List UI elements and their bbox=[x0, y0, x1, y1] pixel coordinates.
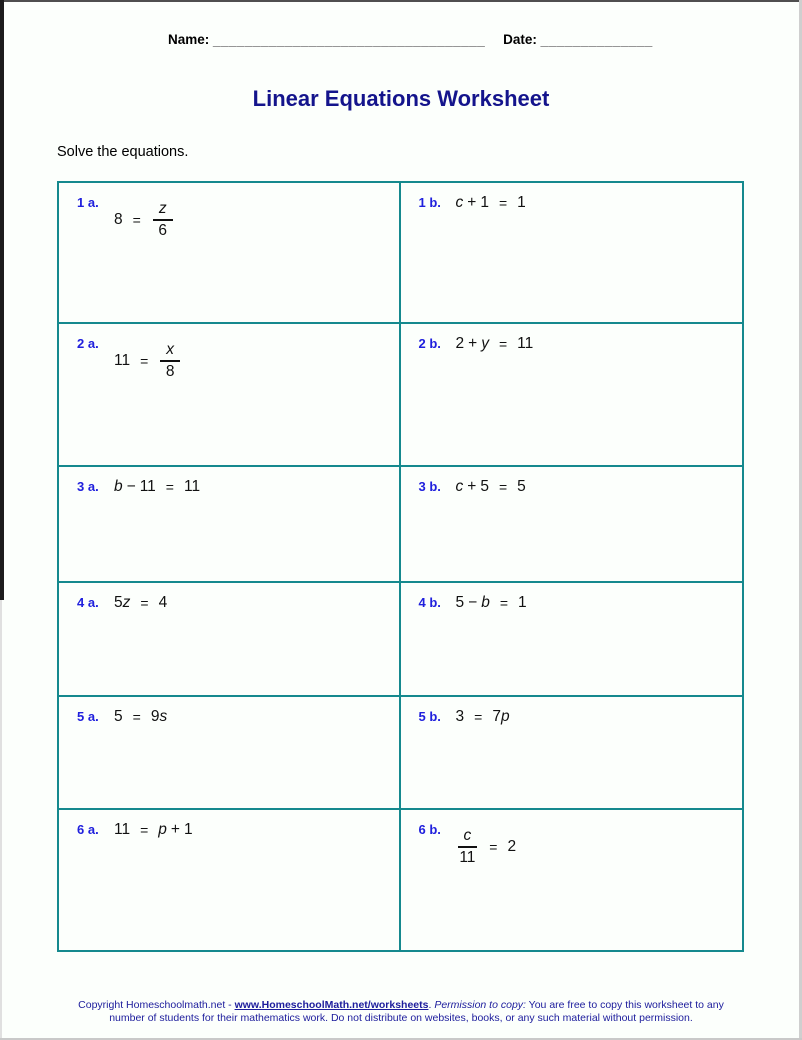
number: 11 bbox=[114, 821, 131, 838]
footer-worksheets-link[interactable]: www.HomeschoolMath.net/worksheets bbox=[234, 999, 429, 1011]
instruction-text: Solve the equations. bbox=[57, 144, 189, 160]
problem-label-2b: 2 b. bbox=[418, 336, 441, 351]
equation-6a bbox=[114, 821, 193, 839]
problem-cell-3b bbox=[401, 467, 743, 583]
footer-plain-text: Copyright Homeschoolmath.net - bbox=[78, 999, 235, 1011]
number: 4 bbox=[158, 594, 168, 611]
problem-cell-4a bbox=[59, 583, 401, 697]
number: 7 bbox=[492, 708, 501, 725]
page-title: Linear Equations Worksheet bbox=[252, 86, 550, 111]
fraction-numerator: c bbox=[458, 828, 478, 848]
scan-edge-left-light bbox=[0, 600, 2, 1040]
fraction bbox=[458, 828, 478, 867]
problem-cell-6b bbox=[401, 810, 743, 950]
equals-sign: = bbox=[165, 479, 174, 495]
problem-label-4a: 4 a. bbox=[77, 595, 99, 610]
equation-4a bbox=[114, 594, 167, 612]
fraction-denominator: 11 bbox=[459, 849, 476, 867]
operator: − bbox=[126, 478, 136, 495]
fraction-numerator: z bbox=[153, 201, 173, 221]
equation-1b bbox=[456, 194, 526, 212]
number: 2 bbox=[507, 838, 517, 856]
problem-cell-4b bbox=[401, 583, 743, 697]
problem-label-2a: 2 a. bbox=[77, 336, 99, 351]
footer-plain-text: . bbox=[428, 999, 435, 1011]
number: 1 bbox=[183, 821, 193, 838]
equals-sign: = bbox=[489, 839, 498, 856]
operator: + bbox=[170, 821, 180, 838]
equation-6b bbox=[456, 828, 517, 867]
equals-sign: = bbox=[474, 709, 483, 725]
variable: s bbox=[159, 708, 168, 725]
problem-cell-6a bbox=[59, 810, 401, 950]
number: 1 bbox=[480, 194, 489, 211]
equals-sign: = bbox=[140, 353, 149, 370]
number: 8 bbox=[114, 211, 123, 229]
problem-cell-3a bbox=[59, 467, 401, 583]
fraction-numerator: x bbox=[160, 342, 180, 362]
footer bbox=[0, 999, 802, 1025]
variable: c bbox=[455, 194, 464, 211]
equation-2b bbox=[456, 335, 534, 353]
number: 5 bbox=[517, 478, 526, 495]
variable: p bbox=[158, 821, 167, 838]
equals-sign: = bbox=[499, 595, 508, 611]
number: 5 bbox=[114, 708, 123, 725]
problem-label-5a: 5 a. bbox=[77, 709, 99, 724]
problem-label-1b: 1 b. bbox=[418, 195, 441, 210]
name-date-row bbox=[168, 32, 653, 47]
date-blank-line: ______________ bbox=[540, 32, 653, 47]
number: 1 bbox=[518, 594, 527, 611]
fraction-denominator: 8 bbox=[165, 363, 175, 381]
number: 5 bbox=[114, 594, 123, 611]
equals-sign: = bbox=[140, 595, 149, 611]
number: 5 bbox=[455, 594, 465, 611]
number: 9 bbox=[150, 708, 160, 725]
name-blank-line: __________________________________ bbox=[213, 32, 486, 47]
equals-sign: = bbox=[140, 822, 149, 838]
equation-1a bbox=[114, 201, 175, 240]
problem-label-3a: 3 a. bbox=[77, 479, 99, 494]
variable: y bbox=[481, 335, 489, 352]
operator: − bbox=[468, 594, 478, 611]
equation-5a bbox=[114, 708, 167, 726]
number: 3 bbox=[455, 708, 465, 725]
problem-cell-1b bbox=[401, 183, 743, 324]
footer-permission-phrase: Permission to copy: bbox=[434, 999, 526, 1011]
operator: + bbox=[468, 335, 478, 352]
fraction bbox=[153, 201, 173, 240]
problem-label-4b: 4 b. bbox=[418, 595, 441, 610]
problem-label-6a: 6 a. bbox=[77, 822, 99, 837]
equals-sign: = bbox=[498, 336, 508, 352]
operator: + bbox=[467, 194, 477, 211]
equation-3a bbox=[114, 478, 200, 496]
problem-cell-5a bbox=[59, 697, 401, 810]
equals-sign: = bbox=[498, 479, 508, 495]
scan-edge-top bbox=[0, 0, 802, 2]
problem-label-5b: 5 b. bbox=[418, 709, 441, 724]
footer-plain-text: You are free to copy this worksheet to any number of students for their mathematics work. Do not distribute on websites, books, or any such material without permission. bbox=[109, 999, 724, 1024]
problem-cell-5b bbox=[401, 697, 743, 810]
name-label: Name: bbox=[168, 32, 210, 47]
number: 11 bbox=[114, 352, 131, 370]
problem-cell-1a bbox=[59, 183, 401, 324]
equation-2a bbox=[114, 342, 182, 381]
date-label: Date: bbox=[503, 32, 537, 47]
problem-label-1a: 1 a. bbox=[77, 195, 99, 210]
equation-5b bbox=[456, 708, 510, 726]
variable: c bbox=[455, 478, 464, 495]
equals-sign: = bbox=[132, 212, 141, 229]
number: 1 bbox=[517, 194, 526, 211]
equals-sign: = bbox=[498, 195, 508, 211]
equals-sign: = bbox=[132, 709, 141, 725]
number: 2 bbox=[455, 335, 465, 352]
number: 11 bbox=[139, 478, 156, 495]
number: 5 bbox=[480, 478, 489, 495]
footer-text bbox=[77, 999, 725, 1025]
worksheet-grid bbox=[57, 181, 744, 952]
problem-label-3b: 3 b. bbox=[418, 479, 441, 494]
variable: b bbox=[114, 478, 123, 495]
number: 11 bbox=[517, 335, 534, 352]
equation-4b bbox=[456, 594, 527, 612]
problem-cell-2a bbox=[59, 324, 401, 467]
problem-cell-2b bbox=[401, 324, 743, 467]
variable: b bbox=[481, 594, 490, 611]
equation-3b bbox=[456, 478, 526, 496]
variable: z bbox=[122, 594, 131, 611]
operator: + bbox=[467, 478, 477, 495]
fraction-denominator: 6 bbox=[158, 222, 167, 240]
number: 11 bbox=[183, 478, 201, 495]
problem-label-6b: 6 b. bbox=[418, 822, 441, 837]
variable: p bbox=[500, 708, 510, 725]
fraction bbox=[160, 342, 180, 381]
